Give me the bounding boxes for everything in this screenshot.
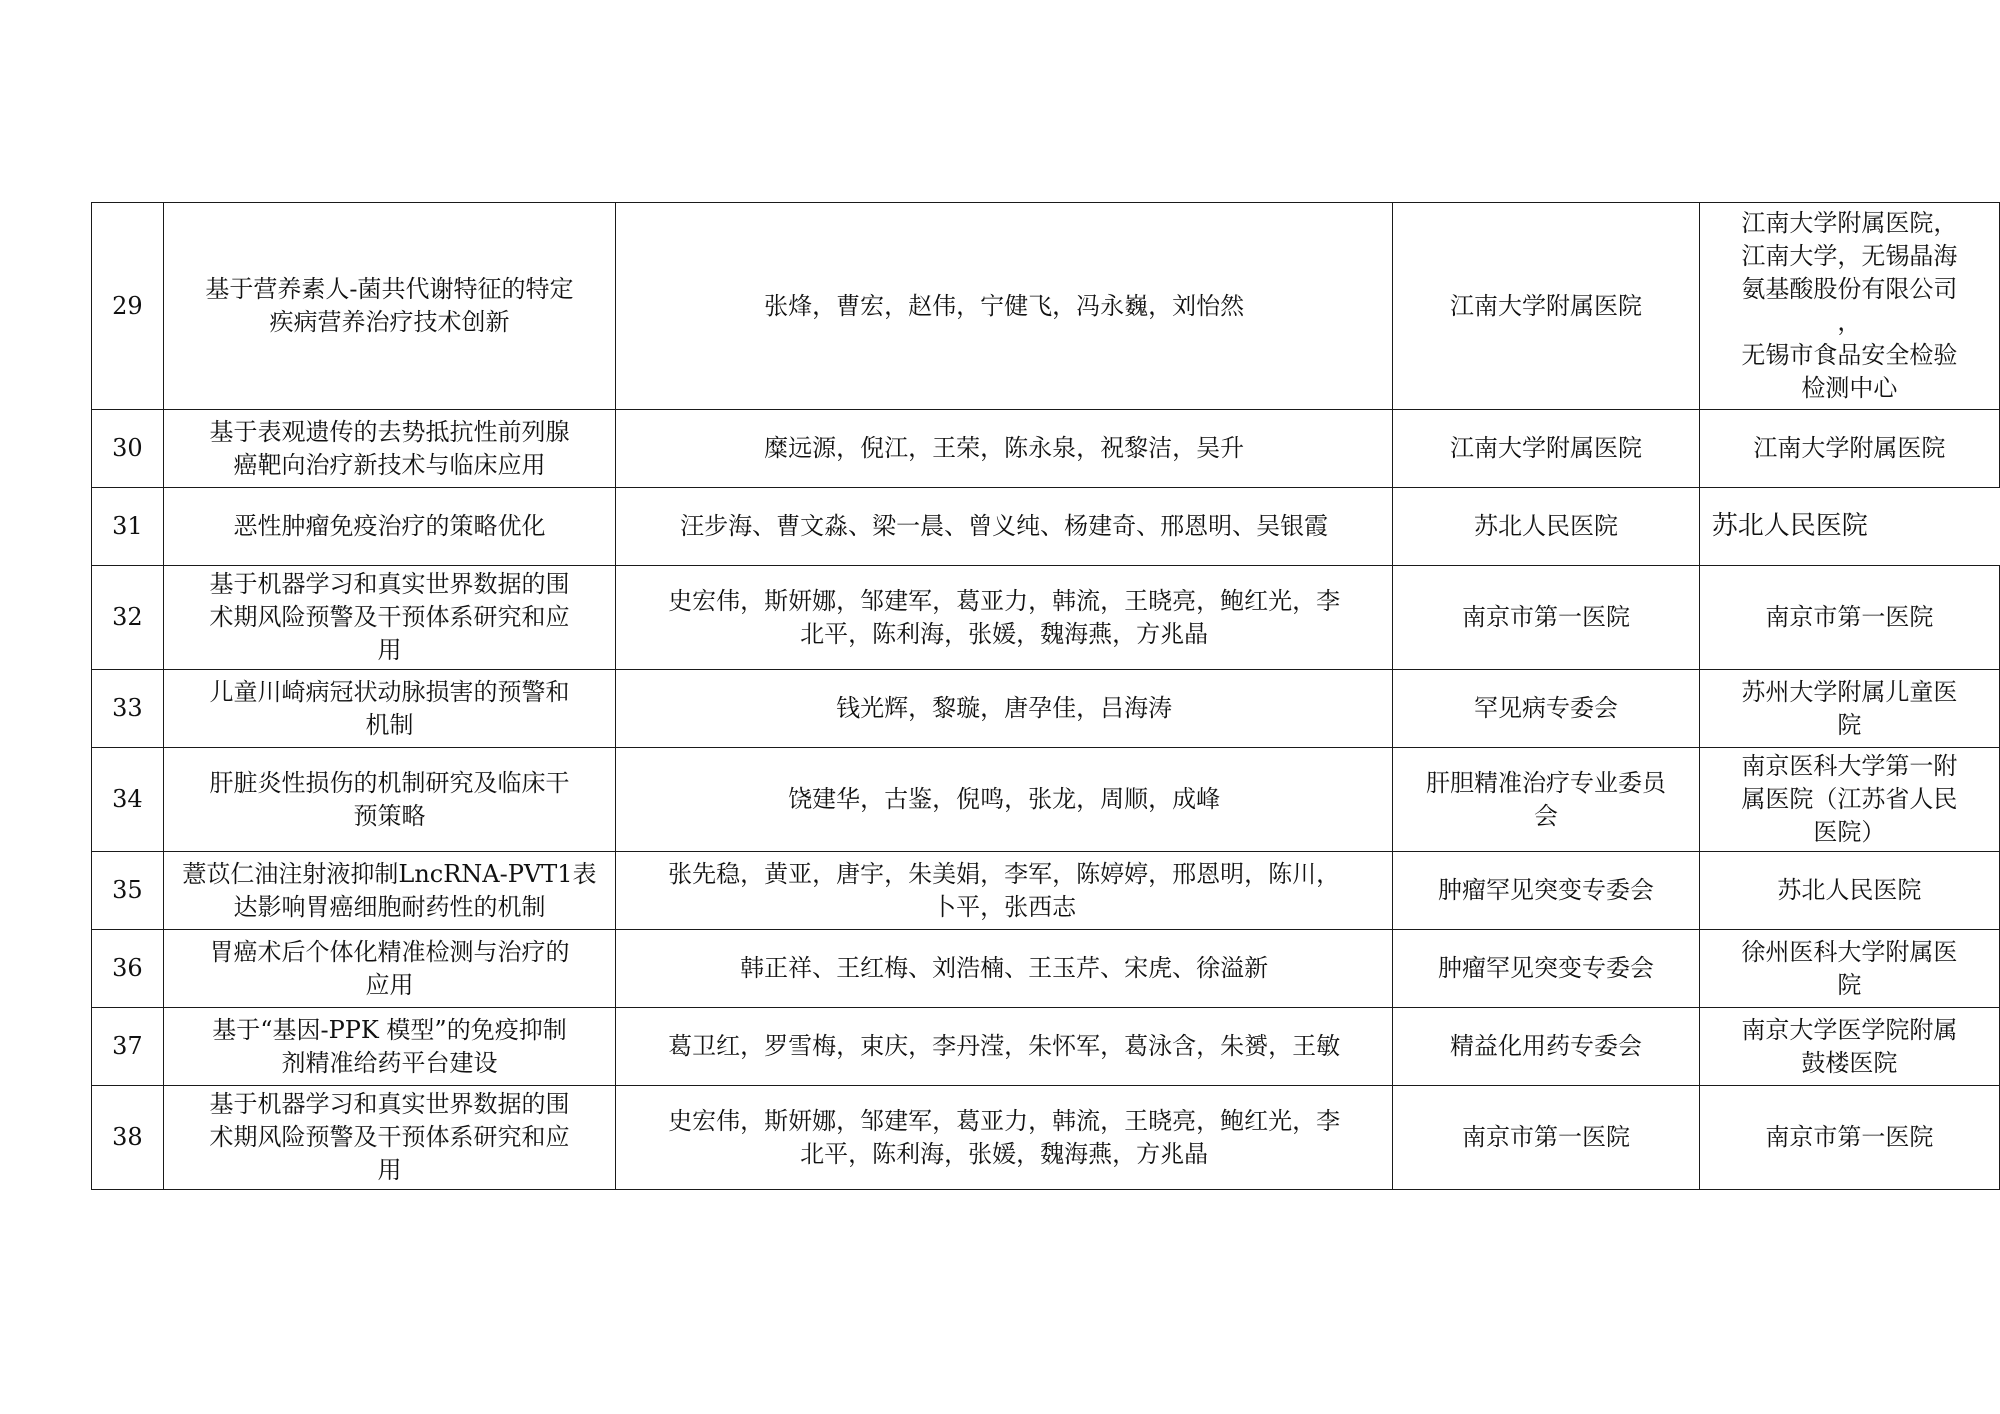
cell-text-line: 儿童川崎病冠状动脉损害的预警和 (209, 677, 570, 706)
cell-text-line: 术期风险预警及干预体系研究和应 (209, 603, 570, 631)
authors-cell (616, 410, 1393, 488)
row-number-cell: 32 (92, 566, 164, 670)
cell-text-line: 精益化用药专委会 (1449, 1032, 1642, 1060)
project-title-cell (163, 566, 615, 670)
completing-organization-cell (1699, 566, 1999, 670)
cell-text-line: 肿瘤罕见突变专委会 (1437, 954, 1654, 982)
cell-text-line: 张烽，曹宏，赵伟，宁健飞，冯永巍，刘怡然 (764, 291, 1245, 320)
cell-text-line: 南京医科大学第一附 (1741, 752, 1958, 780)
recommending-unit-cell (1393, 1008, 1700, 1086)
cell-text-line: 汪步海、曹文淼、梁一晨、曾义纯、杨建奇、邢恩明、吴银霞 (680, 512, 1329, 540)
cell-text-line: 韩正祥、王红梅、刘浩楠、王玉芹、宋虎、徐溢新 (740, 954, 1269, 982)
cell-text-line: 基于营养素人-菌共代谢特征的特定 (205, 275, 574, 303)
table-row (92, 930, 2000, 1008)
cell-text-line: 基于表观遗传的去势抵抗性前列腺 (209, 417, 570, 446)
cell-text-line: 基于机器学习和真实世界数据的围 (209, 570, 570, 598)
cell-text-line: 卜平，张西志 (932, 892, 1077, 921)
project-title-cell (163, 1086, 615, 1190)
authors-cell (616, 488, 1393, 566)
cell-text-line: 医院） (1813, 818, 1886, 846)
table-row (92, 1086, 2000, 1190)
project-title-cell (163, 748, 615, 852)
row-number-cell: 29 (92, 203, 164, 410)
cell-text-line: 用 (377, 636, 402, 664)
cell-text-line: 肿瘤罕见突变专委会 (1437, 876, 1654, 904)
cell-text-line: 钱光辉，黎璇，唐孕佳，吕海涛 (836, 694, 1173, 722)
row-number-cell: 37 (92, 1008, 164, 1086)
cell-text-line: 鼓楼医院 (1801, 1048, 1898, 1077)
cell-text-line: 罕见病专委会 (1473, 694, 1618, 722)
project-title-cell (163, 670, 615, 748)
cell-text-line: 剂精准给药平台建设 (281, 1048, 498, 1077)
table-row (92, 410, 2000, 488)
cell-text-line: 张先稳，黄亚，唐宇，朱美娟，李军，陈婷婷，邢恩明，陈川， (668, 859, 1341, 888)
recommending-unit-cell (1393, 410, 1700, 488)
completing-organization-cell (1699, 852, 1999, 930)
authors-cell (616, 203, 1393, 410)
cell-text-line: 徐州医科大学附属医 (1741, 937, 1958, 966)
cell-text-line: 恶性肿瘤免疫治疗的策略优化 (233, 512, 546, 540)
cell-text-line: 南京市第一医院 (1461, 603, 1630, 631)
cell-text-line: 疾病营养治疗技术创新 (269, 308, 510, 336)
project-title-cell (163, 410, 615, 488)
cell-text-line: 江南大学附属医院， (1741, 209, 1958, 237)
project-title-cell (163, 930, 615, 1008)
completing-organization-cell (1699, 670, 1999, 748)
table-row (92, 488, 2000, 566)
cell-text-line: ， (1837, 308, 1862, 336)
award-projects-table (91, 202, 2000, 1190)
cell-text-line: 术期风险预警及干预体系研究和应 (209, 1123, 570, 1151)
cell-text-line: 南京市第一医院 (1461, 1123, 1630, 1151)
cell-text-line: 基于机器学习和真实世界数据的围 (209, 1090, 570, 1118)
cell-text-line: 用 (377, 1156, 402, 1184)
table-row (92, 203, 2000, 410)
row-number-cell: 30 (92, 410, 164, 488)
authors-cell (616, 748, 1393, 852)
recommending-unit-cell (1393, 566, 1700, 670)
cell-text-line: 江南大学附属医院 (1449, 434, 1642, 462)
cell-text-line: 肝脏炎性损伤的机制研究及临床干 (209, 768, 570, 797)
cell-text-line: 癌靶向治疗新技术与临床应用 (233, 450, 546, 479)
cell-text-line: 南京市第一医院 (1765, 603, 1934, 631)
table-row (92, 748, 2000, 852)
project-title-cell (163, 1008, 615, 1086)
recommending-unit-cell (1393, 852, 1700, 930)
completing-organization-cell (1699, 930, 1999, 1008)
cell-text-line: 检测中心 (1801, 374, 1898, 402)
cell-text-line: 达影响胃癌细胞耐药性的机制 (233, 892, 546, 921)
cell-text-line: 史宏伟，斯妍娜，邹建军，葛亚力，韩流，王晓亮，鲍红光，李 (668, 1106, 1341, 1135)
cell-text-line: 苏北人民医院 (1777, 876, 1922, 904)
recommending-unit-cell (1393, 488, 1700, 566)
completing-organization-cell (1699, 410, 1999, 488)
cell-text-line: 葛卫红，罗雪梅，束庆，李丹滢，朱怀军，葛泳含，朱赟，王敏 (668, 1032, 1341, 1060)
project-title-cell (163, 488, 615, 566)
authors-cell (616, 1008, 1393, 1086)
recommending-unit-cell (1393, 930, 1700, 1008)
cell-text-line: 苏北人民医院 (1711, 511, 1868, 541)
row-number-cell: 35 (92, 852, 164, 930)
cell-text-line: 无锡市食品安全检验 (1741, 341, 1958, 369)
cell-text-line: 北平，陈利海，张媛，魏海燕，方兆晶 (800, 1139, 1209, 1168)
cell-text-line: 属医院（江苏省人民 (1741, 785, 1958, 813)
authors-cell (616, 566, 1393, 670)
completing-organization-cell (1699, 748, 1999, 852)
cell-text-line: 北平，陈利海，张媛，魏海燕，方兆晶 (800, 619, 1209, 648)
recommending-unit-cell (1393, 1086, 1700, 1190)
cell-text-line: 院 (1837, 710, 1862, 739)
table-row (92, 852, 2000, 930)
cell-text-line: 南京市第一医院 (1765, 1123, 1934, 1151)
cell-text-line: 南京大学医学院附属 (1741, 1015, 1958, 1044)
cell-text-line: 苏州大学附属儿童医 (1741, 677, 1958, 706)
row-number-cell: 36 (92, 930, 164, 1008)
project-title-cell (163, 203, 615, 410)
project-title-cell (163, 852, 615, 930)
authors-cell (616, 1086, 1393, 1190)
cell-text-line: 饶建华，古鉴，倪鸣，张龙，周顺，成峰 (788, 785, 1221, 813)
authors-cell (616, 670, 1393, 748)
recommending-unit-cell (1393, 748, 1700, 852)
cell-text-line: 氨基酸股份有限公司 (1741, 275, 1958, 303)
cell-text-line: 会 (1533, 801, 1558, 830)
table-row (92, 566, 2000, 670)
cell-text-line: 苏北人民医院 (1473, 512, 1618, 540)
completing-organization-cell (1699, 203, 1999, 410)
table-row (92, 1008, 2000, 1086)
cell-text-line: 肝胆精准治疗专业委员 (1425, 768, 1666, 797)
cell-text-line: 院 (1837, 970, 1862, 999)
recommending-unit-cell (1393, 670, 1700, 748)
row-number-cell: 31 (92, 488, 164, 566)
cell-text-line: 胃癌术后个体化精准检测与治疗的 (209, 937, 570, 966)
cell-text-line: 江南大学附属医院 (1753, 434, 1946, 462)
cell-text-line: 基于“基因-PPK 模型”的免疫抑制 (212, 1015, 567, 1044)
cell-text-line: 糜远源，倪江，王荣，陈永泉，祝黎洁，吴升 (764, 434, 1245, 462)
cell-text-line: 薏苡仁油注射液抑制LncRNA-PVT1表 (182, 859, 597, 888)
row-number-cell: 38 (92, 1086, 164, 1190)
completing-organization-cell (1699, 1008, 1999, 1086)
completing-organization-cell (1699, 488, 1999, 566)
cell-text-line: 应用 (365, 970, 414, 999)
cell-text-line: 史宏伟，斯妍娜，邹建军，葛亚力，韩流，王晓亮，鲍红光，李 (668, 586, 1341, 615)
row-number-cell: 34 (92, 748, 164, 852)
recommending-unit-cell (1393, 203, 1700, 410)
table-body (92, 203, 2000, 1190)
table-row (92, 670, 2000, 748)
cell-text-line: 江南大学附属医院 (1449, 291, 1642, 320)
authors-cell (616, 930, 1393, 1008)
cell-text-line: 预策略 (353, 801, 426, 830)
completing-organization-cell (1699, 1086, 1999, 1190)
authors-cell (616, 852, 1393, 930)
cell-text-line: 江南大学，无锡晶海 (1741, 242, 1958, 270)
cell-text-line: 机制 (365, 710, 414, 739)
row-number-cell: 33 (92, 670, 164, 748)
